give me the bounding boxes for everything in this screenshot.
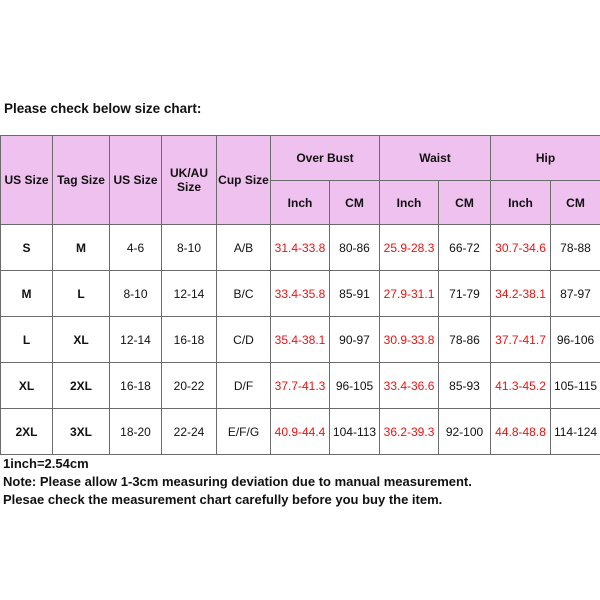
cell-bust-cm: 80-86 [330, 225, 380, 271]
cell-waist-inch: 36.2-39.3 [380, 409, 439, 455]
cell-cup: E/F/G [217, 409, 271, 455]
header-us-size-numeric: US Size [110, 136, 162, 225]
header-waist-inch: Inch [380, 181, 439, 225]
cell-bust-inch: 35.4-38.1 [271, 317, 330, 363]
cell-hip-cm: 105-115 [551, 363, 600, 409]
cell-tag-size: 2XL [53, 363, 110, 409]
cell-hip-cm: 87-97 [551, 271, 600, 317]
cell-hip-inch: 44.8-48.8 [491, 409, 551, 455]
cell-us-numeric: 12-14 [110, 317, 162, 363]
cell-uk-au: 16-18 [162, 317, 217, 363]
cell-waist-inch: 30.9-33.8 [380, 317, 439, 363]
cell-us-numeric: 18-20 [110, 409, 162, 455]
header-waist: Waist [380, 136, 491, 181]
header-bust-cm: CM [330, 181, 380, 225]
cell-bust-inch: 40.9-44.4 [271, 409, 330, 455]
cell-tag-size: L [53, 271, 110, 317]
conversion-note: 1inch=2.54cm [3, 456, 89, 471]
cell-bust-cm: 96-105 [330, 363, 380, 409]
chart-title: Please check below size chart: [4, 101, 202, 116]
table-row [1, 225, 600, 271]
table-row [1, 271, 600, 317]
cell-waist-cm: 66-72 [439, 225, 491, 271]
table-row [1, 363, 600, 409]
cell-us-numeric: 16-18 [110, 363, 162, 409]
cell-tag-size: M [53, 225, 110, 271]
header-tag-size: Tag Size [53, 136, 110, 225]
header-over-bust: Over Bust [271, 136, 380, 181]
cell-bust-inch: 37.7-41.3 [271, 363, 330, 409]
cell-waist-cm: 78-86 [439, 317, 491, 363]
cell-us-size: XL [1, 363, 53, 409]
cell-cup: A/B [217, 225, 271, 271]
cell-hip-inch: 37.7-41.7 [491, 317, 551, 363]
notes [3, 455, 472, 509]
table-row [1, 317, 600, 363]
cell-uk-au: 22-24 [162, 409, 217, 455]
cell-us-size: S [1, 225, 53, 271]
header-bust-inch: Inch [271, 181, 330, 225]
cell-cup: B/C [217, 271, 271, 317]
cell-uk-au: 20-22 [162, 363, 217, 409]
cell-waist-cm: 71-79 [439, 271, 491, 317]
cell-uk-au: 12-14 [162, 271, 217, 317]
cell-bust-cm: 85-91 [330, 271, 380, 317]
deviation-note: Note: Please allow 1-3cm measuring deviation due to manual measurement. [3, 474, 472, 489]
cell-cup: C/D [217, 317, 271, 363]
cell-bust-inch: 33.4-35.8 [271, 271, 330, 317]
cell-hip-inch: 30.7-34.6 [491, 225, 551, 271]
cell-waist-cm: 92-100 [439, 409, 491, 455]
header-hip: Hip [491, 136, 600, 181]
header-hip-cm: CM [551, 181, 600, 225]
cell-hip-cm: 78-88 [551, 225, 600, 271]
cell-hip-inch: 41.3-45.2 [491, 363, 551, 409]
cell-hip-cm: 114-124 [551, 409, 600, 455]
cell-waist-cm: 85-93 [439, 363, 491, 409]
cell-us-numeric: 8-10 [110, 271, 162, 317]
header-hip-inch: Inch [491, 181, 551, 225]
header-cup-size: Cup Size [217, 136, 271, 225]
cell-tag-size: 3XL [53, 409, 110, 455]
size-chart-table [0, 135, 600, 455]
header-row-1 [1, 136, 600, 181]
cell-hip-inch: 34.2-38.1 [491, 271, 551, 317]
cell-us-numeric: 4-6 [110, 225, 162, 271]
check-chart-note: Plesae check the measurement chart carefully before you buy the item. [3, 492, 443, 507]
cell-us-size: L [1, 317, 53, 363]
cell-bust-cm: 90-97 [330, 317, 380, 363]
cell-waist-inch: 27.9-31.1 [380, 271, 439, 317]
cell-bust-cm: 104-113 [330, 409, 380, 455]
cell-waist-inch: 25.9-28.3 [380, 225, 439, 271]
cell-tag-size: XL [53, 317, 110, 363]
cell-us-size: 2XL [1, 409, 53, 455]
cell-bust-inch: 31.4-33.8 [271, 225, 330, 271]
table-row [1, 409, 600, 455]
header-uk-au-size: UK/AU Size [162, 136, 217, 225]
header-waist-cm: CM [439, 181, 491, 225]
cell-uk-au: 8-10 [162, 225, 217, 271]
cell-cup: D/F [217, 363, 271, 409]
cell-us-size: M [1, 271, 53, 317]
cell-waist-inch: 33.4-36.6 [380, 363, 439, 409]
cell-hip-cm: 96-106 [551, 317, 600, 363]
header-us-size: US Size [1, 136, 53, 225]
